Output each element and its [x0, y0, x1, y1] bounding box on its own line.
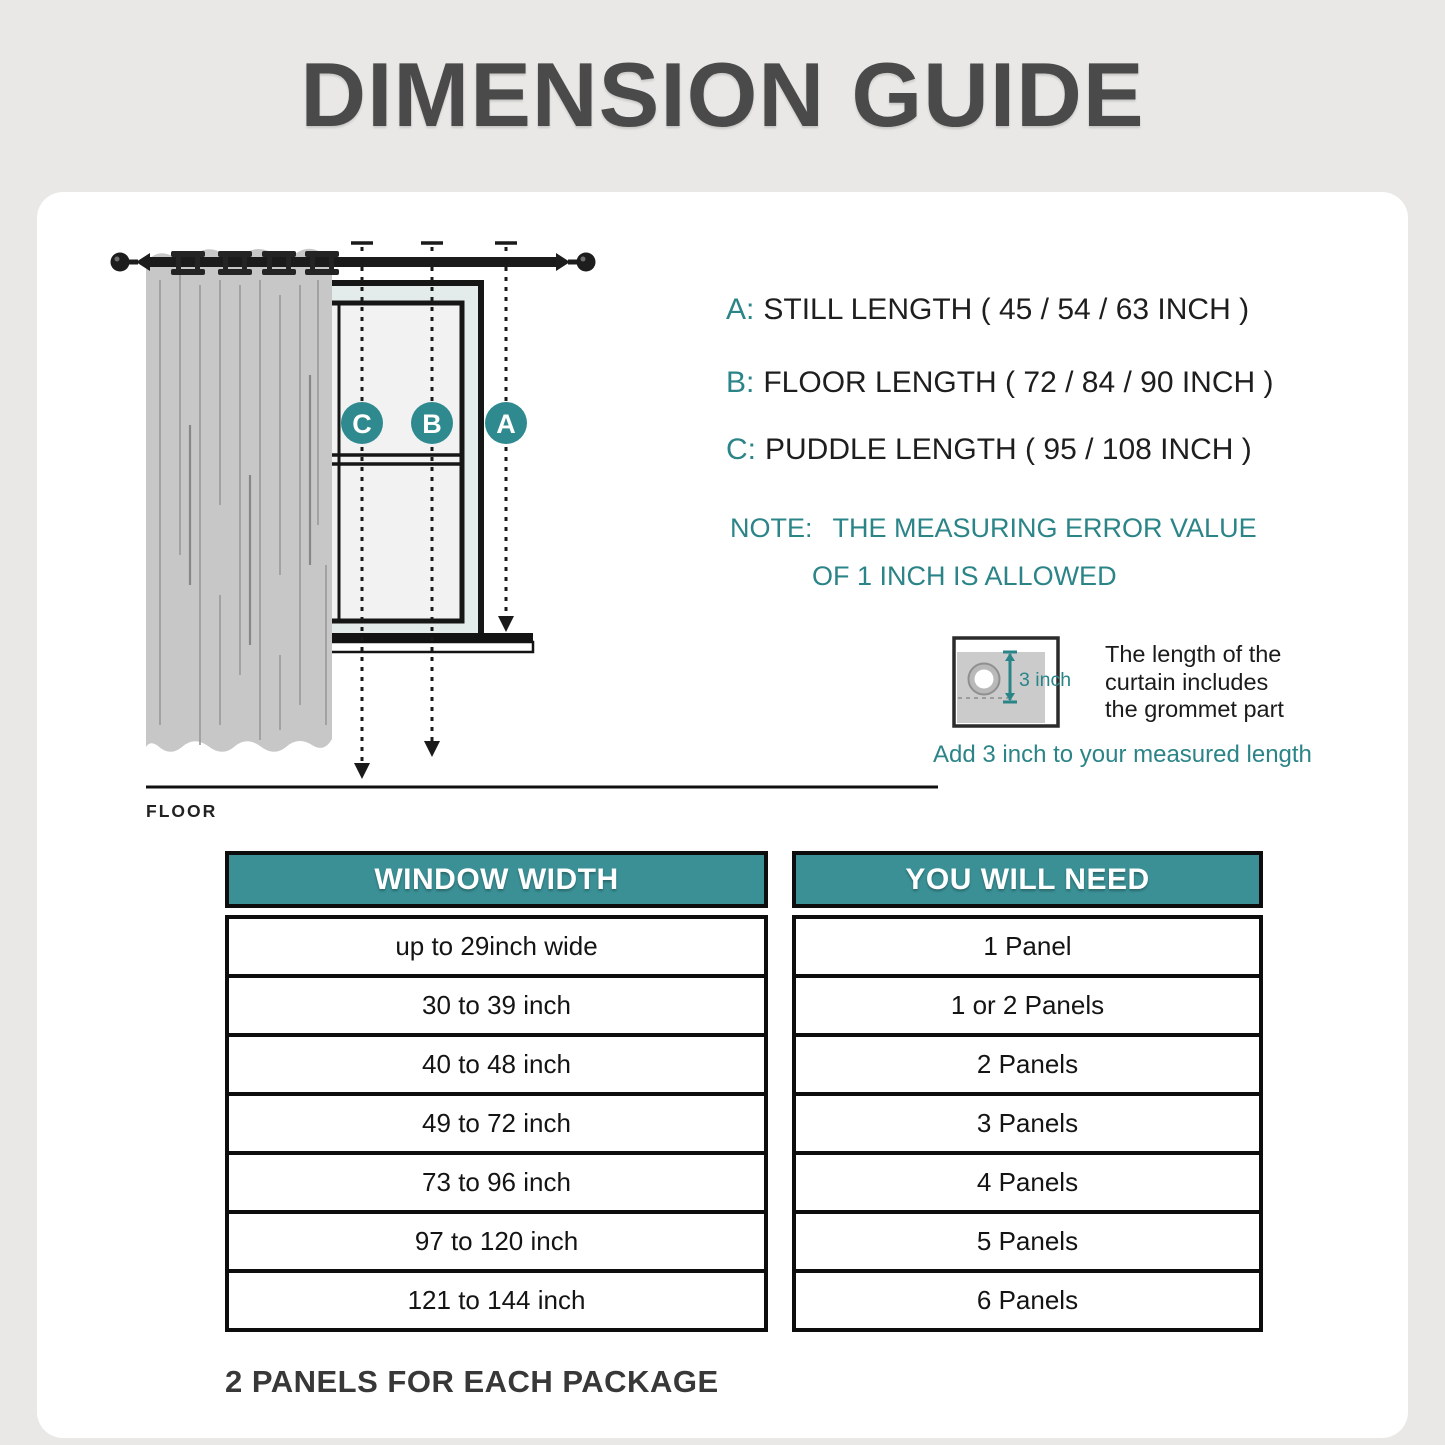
grommet-desc-line-1: The length of the — [1105, 641, 1282, 667]
spec-line-a — [726, 289, 1249, 331]
grommet-desc-line-3: the grommet part — [1105, 696, 1284, 722]
table-cell: 121 to 144 inch — [229, 1269, 764, 1328]
table-cell: 97 to 120 inch — [229, 1210, 764, 1269]
grommet-measure-label: 3 inch — [1019, 669, 1072, 691]
page-title: DIMENSION GUIDE — [300, 45, 1145, 146]
table-cell: 5 Panels — [796, 1210, 1259, 1269]
grommet-description — [1105, 641, 1345, 724]
table-cell: 1 or 2 Panels — [796, 974, 1259, 1033]
window-sash — [327, 303, 462, 621]
curtain-rod — [111, 251, 596, 275]
note-prefix: NOTE: — [730, 513, 813, 543]
panels-table — [225, 851, 1263, 1332]
table-cell: 40 to 48 inch — [229, 1033, 764, 1092]
table-cell: 49 to 72 inch — [229, 1092, 764, 1151]
floor-label: FLOOR — [146, 801, 218, 821]
table-cell: 73 to 96 inch — [229, 1151, 764, 1210]
grommet-figure — [950, 634, 1125, 734]
spec-key-b: B: — [726, 366, 755, 399]
table-cell: up to 29inch wide — [395, 931, 598, 961]
left-finial — [111, 253, 151, 272]
grommet-add-note: Add 3 inch to your measured length — [933, 741, 1312, 768]
label-letter-b: B — [422, 409, 442, 439]
spec-text-c: PUDDLE LENGTH ( 95 / 108 INCH ) — [765, 433, 1252, 466]
right-finial — [556, 253, 596, 272]
table-cell: 4 Panels — [796, 1151, 1259, 1210]
table-cell: 2 Panels — [796, 1033, 1259, 1092]
spec-line-c — [726, 429, 1252, 471]
spec-text-a: STILL LENGTH ( 45 / 54 / 63 INCH ) — [763, 293, 1250, 326]
note-line-2 — [812, 556, 1117, 596]
table-cell: 6 Panels — [796, 1269, 1259, 1328]
table-column-you-will-need — [792, 915, 1263, 1332]
note-text-2: OF 1 INCH IS ALLOWED — [812, 561, 1117, 591]
header-you-will-need: YOU WILL NEED — [792, 851, 1263, 908]
table-column-window-width — [225, 915, 768, 1332]
note-line-1 — [730, 508, 1257, 548]
table-cell: 1 Panel — [983, 931, 1072, 961]
grommet-hole — [969, 664, 1000, 695]
label-letter-c: C — [352, 409, 372, 439]
header-window-width: WINDOW WIDTH — [225, 851, 768, 908]
spec-key-a: A: — [726, 293, 755, 326]
measure-arrow-c — [354, 763, 370, 779]
table-cell: 30 to 39 inch — [229, 974, 764, 1033]
measure-arrow-b — [424, 741, 440, 757]
note-text-1: THE MEASURING ERROR VALUE — [832, 513, 1257, 543]
grommet-desc-line-2: curtain includes — [1105, 668, 1269, 695]
spec-line-b — [726, 362, 1274, 404]
label-letter-a: A — [496, 409, 516, 439]
spec-text-b: FLOOR LENGTH ( 72 / 84 / 90 INCH ) — [763, 366, 1274, 399]
curtain-panel — [146, 249, 332, 752]
measure-arrow-a — [498, 616, 514, 632]
window-sill — [305, 633, 533, 652]
spec-key-c: C: — [726, 433, 756, 466]
table-cell: 3 Panels — [796, 1092, 1259, 1151]
package-note: 2 PANELS FOR EACH PACKAGE — [225, 1364, 719, 1399]
